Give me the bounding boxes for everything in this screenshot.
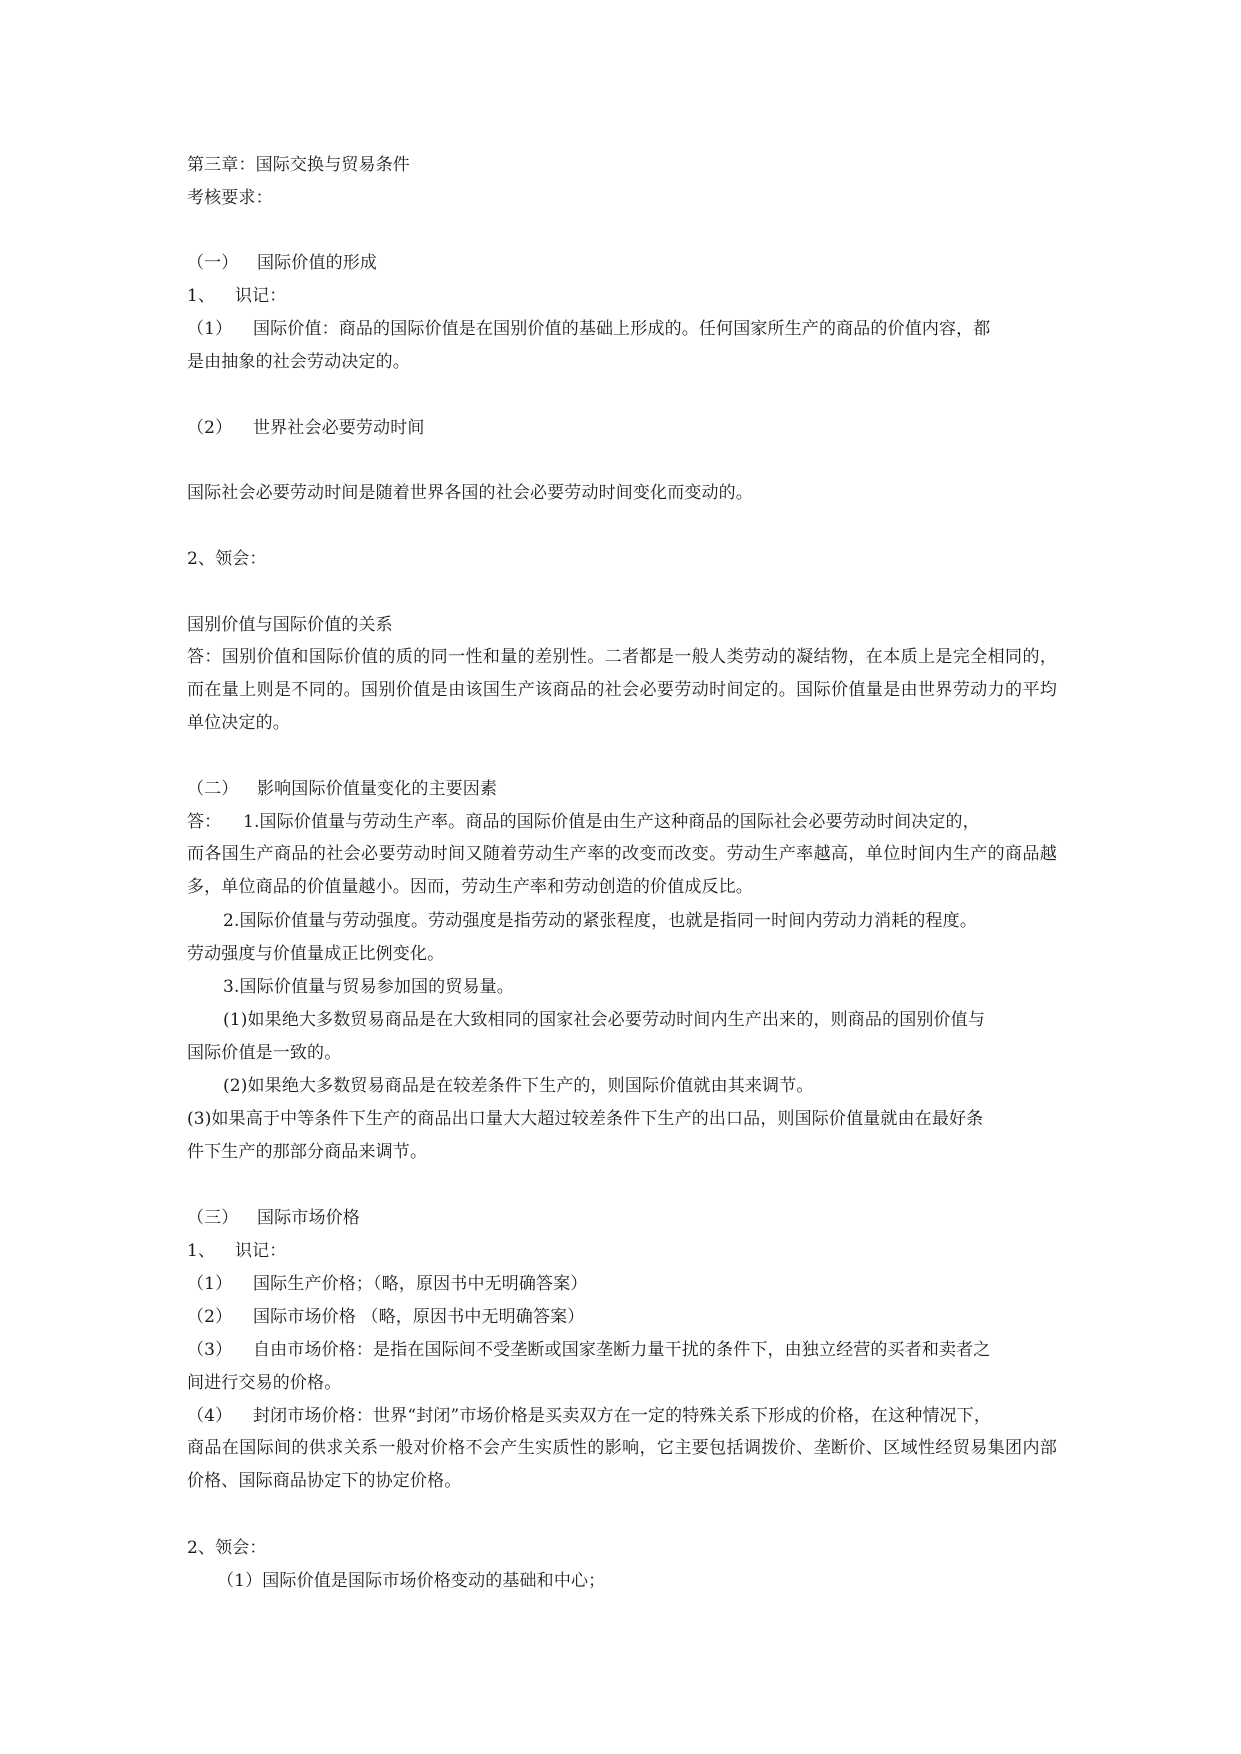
factor-1-rest: 而各国生产商品的社会必要劳动时间又随着劳动生产率的改变而改变。劳动生产率越高，单位时间内生产的商品越多，单位商品的价值量越小。因而，劳动生产率和劳动创造的价值成反比。 [187, 844, 1057, 897]
recall-label: 识记： [235, 286, 287, 306]
requirement-heading: 考核要求： [187, 188, 273, 208]
factor-text: 1.国际价值量与劳动生产率。商品的国际价值是由生产这种商品的国际社会必要劳动时间决定的， [243, 812, 980, 832]
recall-item-2-body: 国际社会必要劳动时间是随着世界各国的社会必要劳动时间变化而变动的。 [187, 483, 753, 503]
item-text: 世界社会必要劳动时间 [253, 418, 425, 438]
relation-title: 国别价值与国际价值的关系 [187, 615, 393, 635]
section-title: 影响国际价值量变化的主要因素 [257, 779, 498, 799]
section-heading-3 [187, 1206, 1057, 1230]
section-marker: （二） [187, 779, 239, 799]
factor-3: 3.国际价值量与贸易参加国的贸易量。 [223, 977, 514, 997]
item-marker: （3） [187, 1340, 233, 1360]
item-marker: （1） [187, 319, 233, 339]
recall-marker: 1、 [187, 286, 216, 306]
recall-item-1-continuation: 是由抽象的社会劳动决定的。 [187, 352, 410, 372]
recall-marker: 1、 [187, 1241, 216, 1261]
item-marker: （2） [187, 418, 233, 438]
item-marker: （1） [187, 1274, 233, 1294]
section-title: 国际市场价格 [257, 1208, 360, 1228]
factor-1-first-line [187, 810, 1057, 834]
understand-item-1: （1）国际价值是国际市场价格变动的基础和中心； [217, 1571, 606, 1591]
factor-3-case-3: (3)如果高于中等条件下生产的商品出口量大大超过较差条件下生产的出口品，则国际价值量就由在最好条 [187, 1109, 984, 1129]
answer-label: 答： [187, 812, 222, 832]
section-heading-2 [187, 777, 1057, 801]
section-marker: （三） [187, 1208, 239, 1228]
section-title: 国际价值的形成 [257, 253, 378, 273]
item-text: 国际价值：商品的国际价值是在国别价值的基础上形成的。任何国家所生产的商品的价值内容，都 [253, 319, 991, 339]
understand-heading: 2、领会： [187, 549, 267, 569]
factor-3-case-2: (2)如果绝大多数贸易商品是在较差条件下生产的，则国际价值就由其来调节。 [223, 1076, 814, 1096]
factor-3-case-1: (1)如果绝大多数贸易商品是在大致相同的国家社会必要劳动时间内生产出来的，则商品的国别价值与 [223, 1010, 985, 1030]
factor-3-case-1-continuation: 国际价值是一致的。 [187, 1043, 342, 1063]
relation-answer: 答：国别价值和国际价值的质的同一性和量的差别性。二者都是一般人类劳动的凝结物，在本质上是完全相同的，而在量上则是不同的。国别价值是由该国生产该商品的社会必要劳动时间定的。国际价值量是由世界劳动力的平均单位决定的。 [187, 647, 1057, 733]
item-text: 封闭市场价格：世界“封闭”市场价格是买卖双方在一定的特殊关系下形成的价格，在这种情况下， [253, 1406, 991, 1426]
understand-heading: 2、领会： [187, 1538, 267, 1558]
recall-heading [187, 1239, 1057, 1263]
chapter-title: 第三章：国际交换与贸易条件 [187, 155, 410, 175]
factor-3-case-3-continuation: 件下生产的那部分商品来调节。 [187, 1142, 428, 1162]
price-item-1 [187, 1272, 1057, 1296]
section-heading-1 [187, 251, 1057, 275]
item-text: 国际市场价格 （略，原因书中无明确答案） [253, 1307, 585, 1327]
recall-item-1 [187, 317, 1057, 341]
price-item-3 [187, 1338, 1057, 1362]
price-item-4-continuation: 商品在国际间的供求关系一般对价格不会产生实质性的影响，它主要包括调拨价、垄断价、区域性经贸易集团内部价格、国际商品协定下的协定价格。 [187, 1438, 1057, 1491]
section-marker: （一） [187, 253, 239, 273]
item-text: 自由市场价格：是指在国际间不受垄断或国家垄断力量干扰的条件下，由独立经营的买者和卖者之 [253, 1340, 991, 1360]
item-text: 国际生产价格；（略，原因书中无明确答案） [253, 1274, 588, 1294]
price-item-3-continuation: 间进行交易的价格。 [187, 1373, 342, 1393]
recall-label: 识记： [235, 1241, 287, 1261]
recall-heading [187, 284, 1057, 308]
recall-item-2 [187, 416, 1057, 440]
price-item-2 [187, 1305, 1057, 1329]
factor-2: 2.国际价值量与劳动强度。劳动强度是指劳动的紧张程度，也就是指同一时间内劳动力消耗的程度。 [223, 911, 977, 931]
item-marker: （4） [187, 1406, 233, 1426]
price-item-4 [187, 1404, 1057, 1428]
factor-2-continuation: 劳动强度与价值量成正比例变化。 [187, 944, 445, 964]
item-marker: （2） [187, 1307, 233, 1327]
